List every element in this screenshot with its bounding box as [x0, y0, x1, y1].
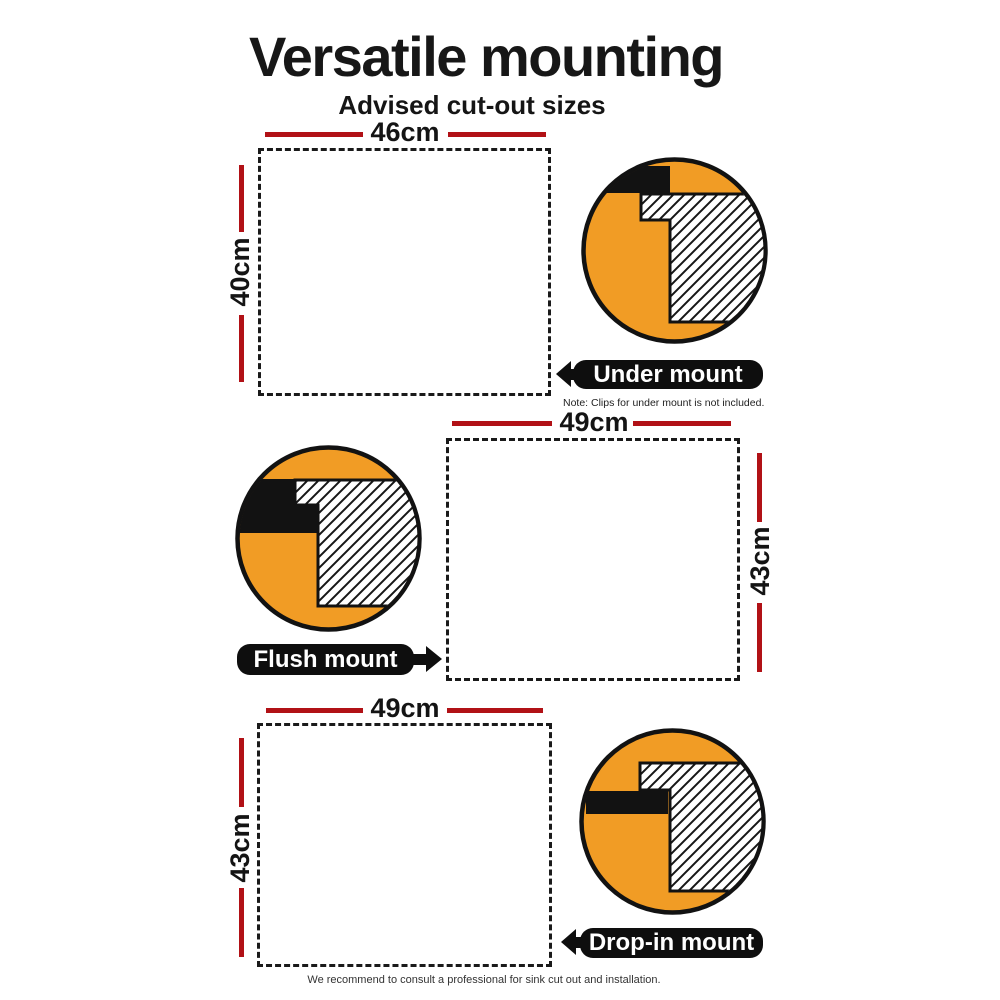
- dimension-line: [239, 165, 244, 232]
- width-dimension-label: 49cm: [370, 693, 440, 723]
- dimension-line: [239, 888, 244, 957]
- page-title: Versatile mounting: [249, 25, 723, 88]
- height-dimension-label: 40cm: [225, 237, 255, 307]
- width-dimension-label: 49cm: [559, 407, 629, 437]
- height-dimension-label: 43cm: [225, 813, 255, 883]
- cutout-rectangle-drop-in-mount: [257, 723, 552, 967]
- cutout-rectangle-under-mount: [258, 148, 551, 396]
- dimension-line: [633, 421, 731, 426]
- dimension-line: [757, 453, 762, 522]
- flush-mount-label-pill: Flush mount: [237, 644, 414, 675]
- drop-in-mount-cross-section-icon: [578, 727, 768, 917]
- right-arrow-icon: [426, 646, 442, 672]
- under-mount-label-pill: Under mount: [573, 360, 763, 389]
- footer-disclaimer: We recommend to consult a professional for sink cut out and installation.: [307, 974, 661, 986]
- dimension-line: [266, 708, 363, 713]
- dimension-line: [447, 708, 543, 713]
- dimension-line: [448, 132, 546, 137]
- dimension-line: [452, 421, 552, 426]
- page-subtitle: Advised cut-out sizes: [338, 90, 606, 120]
- dimension-line: [757, 603, 762, 672]
- flush-mount-cross-section-icon: [234, 444, 424, 634]
- width-dimension-label: 46cm: [370, 117, 440, 147]
- dimension-line: [239, 315, 244, 382]
- under-mount-cross-section-icon: [580, 156, 770, 346]
- dimension-line: [265, 132, 363, 137]
- drop-in-mount-label-pill: Drop-in mount: [580, 928, 763, 958]
- height-dimension-label: 43cm: [745, 526, 775, 596]
- under-mount-note: Note: Clips for under mount is not included.: [563, 397, 765, 409]
- dimension-line: [239, 738, 244, 807]
- cutout-rectangle-flush-mount: [446, 438, 740, 681]
